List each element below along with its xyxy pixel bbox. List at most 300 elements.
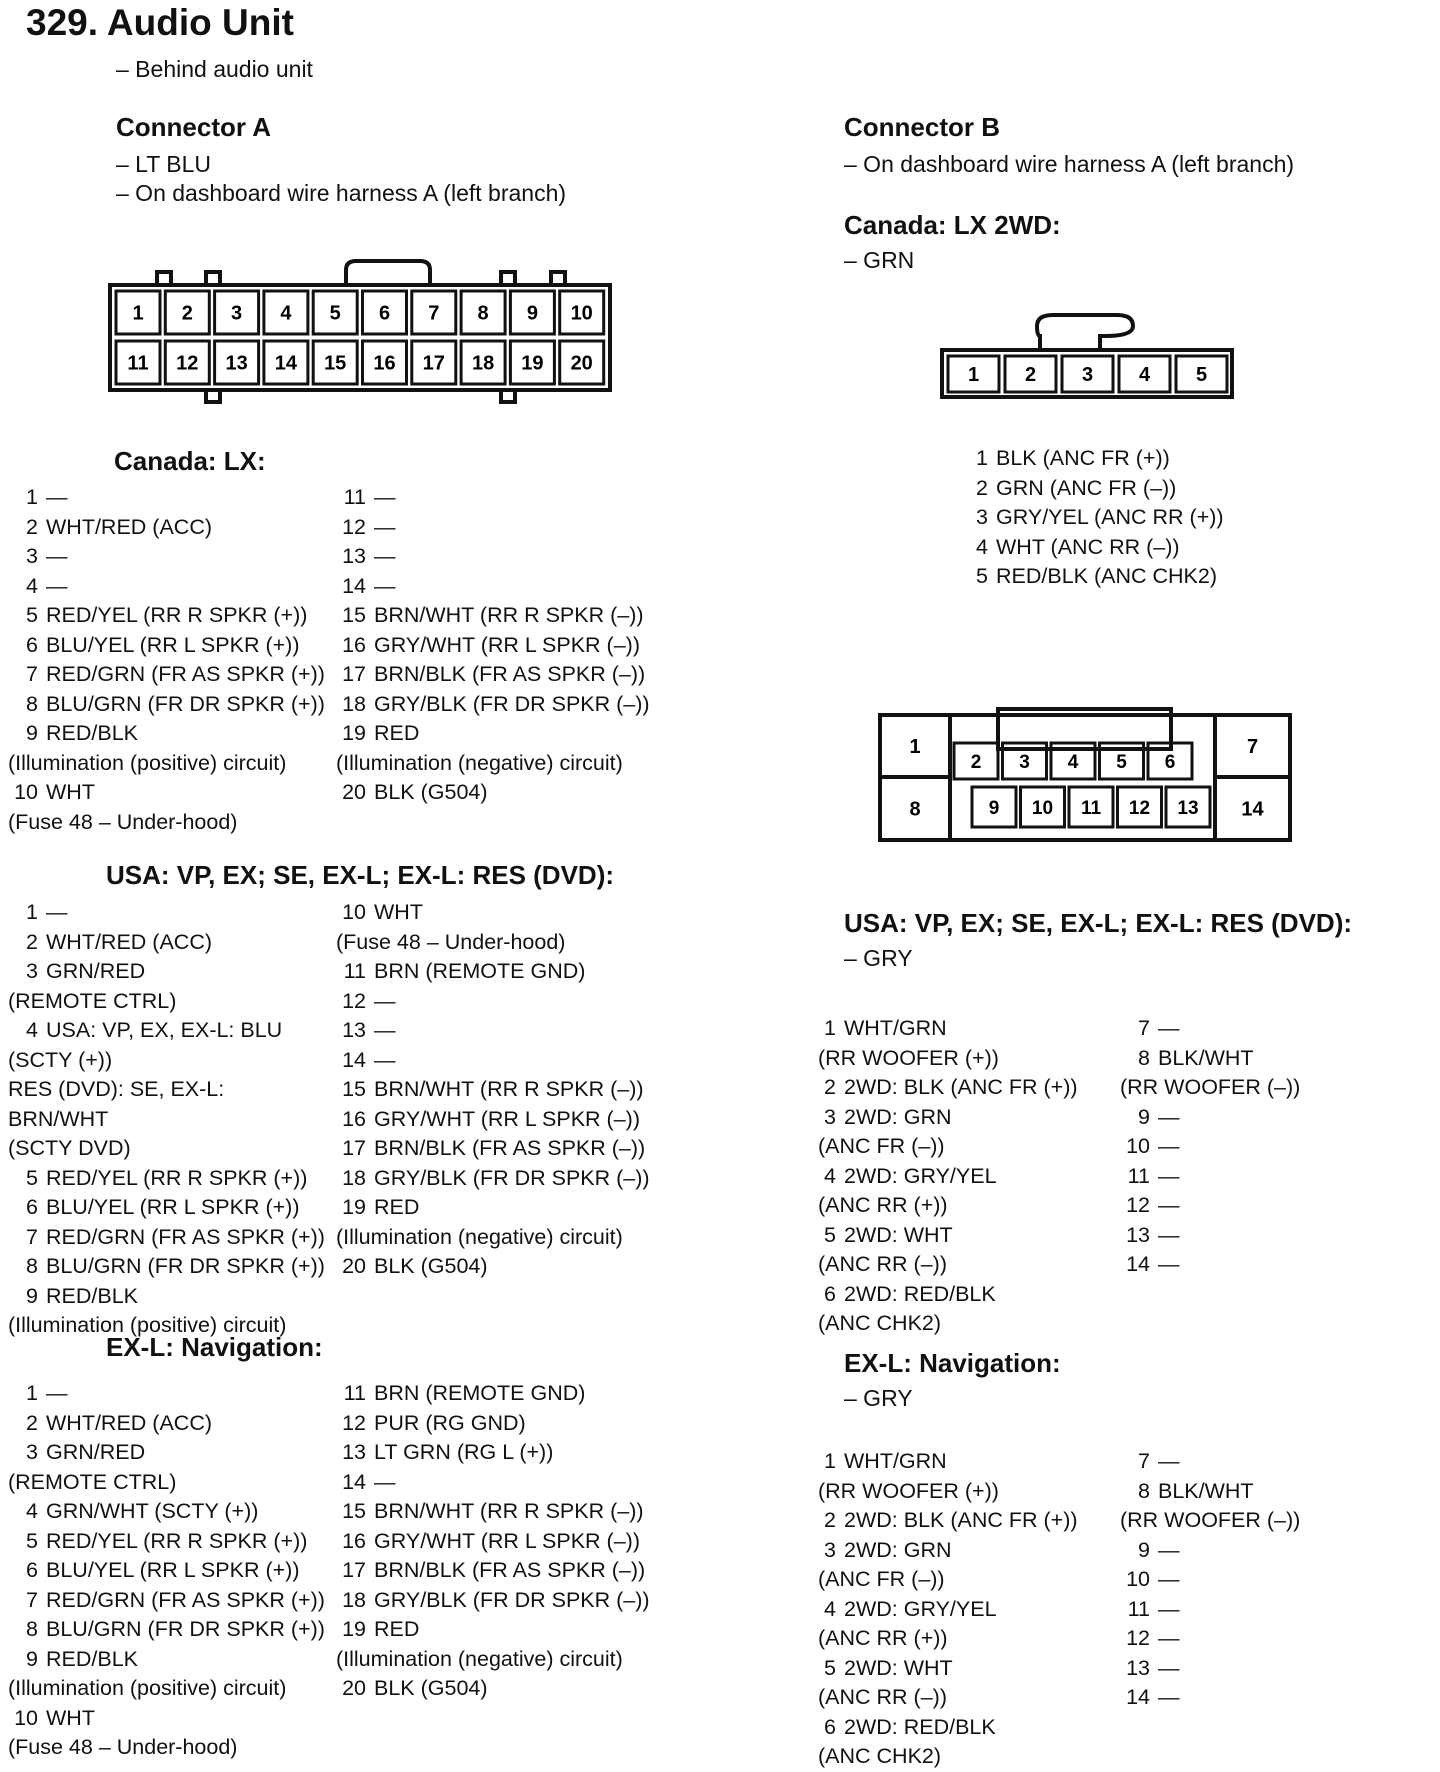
pin-entry bbox=[8, 1586, 325, 1616]
pin-cavity bbox=[165, 291, 209, 334]
pin-cavity bbox=[363, 341, 407, 384]
pin-wire: — bbox=[1158, 1655, 1180, 1680]
nav-b-pins-right bbox=[1120, 1447, 1300, 1713]
pin-entry bbox=[1120, 1536, 1300, 1566]
pin-cavity-label: 18 bbox=[471, 352, 495, 375]
pin-wire: BLU/GRN (FR DR SPKR (+)) bbox=[46, 1617, 325, 1641]
pin-wire-detail: (ANC CHK2) bbox=[818, 1311, 942, 1335]
pin-entry bbox=[818, 1506, 1078, 1536]
pin-wire: BLK (G504) bbox=[374, 1254, 488, 1278]
pin-number: 8 bbox=[1138, 1478, 1150, 1503]
pin-wire: BLK/WHT bbox=[1158, 1478, 1254, 1503]
pin-number: 5 bbox=[26, 1528, 38, 1553]
pin-number: 6 bbox=[824, 1281, 836, 1306]
pin-number: 13 bbox=[342, 1440, 366, 1464]
pin-wire: RED/YEL (RR R SPKR (+)) bbox=[46, 1165, 308, 1190]
pin-entry bbox=[1120, 1103, 1300, 1133]
connector-b-5pin-cavities bbox=[948, 356, 1227, 392]
pin-wire: 2WD: GRY/YEL bbox=[844, 1163, 997, 1188]
pin-entry bbox=[336, 542, 650, 572]
pin-wire: BLU/GRN (FR DR SPKR (+)) bbox=[46, 691, 325, 716]
pin-cavity-label: 7 bbox=[1246, 736, 1259, 758]
pin-number: 7 bbox=[26, 1587, 38, 1612]
pin-wire: WHT/RED (ACC) bbox=[46, 1410, 213, 1435]
nav-pins-right bbox=[336, 1379, 650, 1704]
pin-number: 7 bbox=[26, 1224, 38, 1249]
pin-entry bbox=[336, 1497, 650, 1527]
pin-cavity-label: 4 bbox=[1067, 751, 1079, 773]
pin-cavity-label: 3 bbox=[231, 302, 243, 325]
pin-wire-detail: RES (DVD): SE, EX-L: bbox=[8, 1077, 225, 1101]
pin-number: 2 bbox=[976, 475, 988, 500]
pin-wire: GRN/RED bbox=[46, 1440, 146, 1464]
pin-wire: — bbox=[1158, 1222, 1180, 1247]
pin-wire-detail: (Fuse 48 – Under-hood) bbox=[336, 929, 566, 954]
pin-number: 12 bbox=[342, 514, 366, 539]
pin-entry bbox=[336, 1105, 650, 1135]
pin-cavity bbox=[215, 341, 259, 384]
connector-a-face-diagram bbox=[100, 250, 630, 410]
pin-cavity-label: 6 bbox=[378, 302, 391, 325]
pin-wire: GRY/WHT (RR L SPKR (–)) bbox=[374, 632, 640, 657]
pin-cavity-label: 11 bbox=[1080, 797, 1102, 819]
pin-entry bbox=[336, 572, 650, 602]
pin-wire: 2WD: WHT bbox=[844, 1655, 953, 1680]
pin-wire: BRN/WHT (RR R SPKR (–)) bbox=[374, 1499, 644, 1523]
pin-entry bbox=[336, 601, 650, 631]
pin-number: 6 bbox=[26, 1558, 38, 1582]
pin-entry bbox=[1120, 1191, 1300, 1221]
pin-entry bbox=[818, 1536, 1078, 1595]
canada-lx2wd-color: – GRN bbox=[844, 247, 915, 273]
pin-wire: GRY/WHT (RR L SPKR (–)) bbox=[374, 1528, 640, 1553]
pin-number: 15 bbox=[342, 603, 366, 627]
pin-cavity bbox=[313, 341, 357, 384]
pin-number: 10 bbox=[342, 900, 366, 924]
pin-entry bbox=[336, 898, 650, 957]
pin-wire-detail: (Illumination (negative) circuit) bbox=[336, 750, 623, 775]
pin-wire: RED/BLK bbox=[46, 1646, 139, 1671]
pin-wire: WHT bbox=[374, 900, 423, 924]
pin-wire: WHT (ANC RR (–)) bbox=[996, 534, 1180, 559]
pin-cavity-label: 14 bbox=[274, 352, 298, 375]
pin-wire-detail: (Illumination (negative) circuit) bbox=[336, 1646, 623, 1671]
pin-entry bbox=[8, 660, 325, 690]
pin-wire-detail: (ANC FR (–)) bbox=[818, 1134, 945, 1158]
pin-number: 14 bbox=[342, 1469, 366, 1494]
pin-wire: 2WD: BLK (ANC FR (+)) bbox=[844, 1508, 1078, 1532]
pin-number: 4 bbox=[824, 1596, 836, 1621]
pin-entry bbox=[8, 1409, 325, 1439]
pin-entry bbox=[336, 1586, 650, 1616]
pin-wire-detail: (RR WOOFER (–)) bbox=[1120, 1075, 1301, 1099]
pin-wire: — bbox=[1158, 1134, 1180, 1158]
nav-color-b: – GRY bbox=[844, 1385, 913, 1411]
pin-wire: 2WD: RED/BLK bbox=[844, 1714, 996, 1739]
pin-wire-detail: (Fuse 48 – Under-hood) bbox=[8, 1735, 238, 1759]
pin-entry bbox=[1120, 1565, 1300, 1595]
pin-entry bbox=[8, 483, 325, 513]
pin-cavity-label: 12 bbox=[176, 352, 199, 375]
pin-wire-detail: (ANC RR (–)) bbox=[818, 1685, 947, 1709]
pin-wire: WHT/GRN bbox=[844, 1016, 947, 1040]
pin-wire: GRN/RED bbox=[46, 959, 146, 983]
pin-wire: BLU/YEL (RR L SPKR (+)) bbox=[46, 632, 300, 657]
pin-entry bbox=[8, 1497, 325, 1527]
pin-wire: BRN/BLK (FR AS SPKR (–)) bbox=[374, 1136, 646, 1160]
pin-wire: 2WD: RED/BLK bbox=[844, 1281, 996, 1306]
pin-number: 7 bbox=[1138, 1449, 1150, 1473]
pin-number: 17 bbox=[342, 1136, 366, 1160]
pin-cavity-label: 17 bbox=[422, 352, 445, 375]
pin-wire: WHT/RED (ACC) bbox=[46, 514, 213, 539]
pin-entry bbox=[1120, 1654, 1300, 1684]
pin-number: 9 bbox=[1138, 1104, 1150, 1129]
pin-entry bbox=[8, 1438, 325, 1497]
pin-cavity bbox=[116, 291, 160, 334]
pin-number: 4 bbox=[26, 573, 38, 598]
pin-number: 13 bbox=[1126, 1655, 1150, 1680]
pin-cavity-label: 14 bbox=[1241, 798, 1264, 821]
pin-number: 4 bbox=[824, 1163, 836, 1188]
pin-cavity bbox=[1166, 787, 1210, 827]
pin-wire: WHT/GRN bbox=[844, 1449, 947, 1473]
pin-wire: BRN (REMOTE GND) bbox=[374, 1381, 586, 1405]
pin-number: 9 bbox=[1138, 1537, 1150, 1562]
pin-number: 5 bbox=[26, 603, 38, 627]
pin-wire: — bbox=[1158, 1252, 1180, 1276]
pin-number: 16 bbox=[342, 1528, 366, 1553]
pin-cavity bbox=[560, 341, 604, 384]
pin-cavity bbox=[1005, 356, 1056, 392]
pin-wire: WHT bbox=[46, 1705, 95, 1730]
pin-number: 11 bbox=[1127, 1596, 1150, 1621]
pin-entry bbox=[8, 719, 325, 778]
pin-entry bbox=[8, 1379, 325, 1409]
pin-wire: RED/GRN (FR AS SPKR (+)) bbox=[46, 1587, 325, 1612]
pin-number: 2 bbox=[824, 1075, 836, 1099]
pin-entry bbox=[336, 1674, 650, 1704]
pin-wire: RED/BLK (ANC CHK2) bbox=[996, 564, 1218, 588]
pin-entry bbox=[8, 957, 325, 1016]
pin-number: 3 bbox=[26, 544, 38, 568]
pin-number: 11 bbox=[343, 1381, 366, 1405]
canada-lx-pins-right bbox=[336, 483, 650, 808]
pin-number: 9 bbox=[26, 1646, 38, 1671]
connector-a-color: – LT BLU bbox=[116, 151, 212, 177]
pin-cavity-label: 4 bbox=[1138, 364, 1151, 387]
pin-wire: — bbox=[46, 485, 68, 509]
pin-number: 7 bbox=[26, 662, 38, 686]
pin-number: 3 bbox=[976, 505, 988, 529]
pin-number: 12 bbox=[342, 988, 366, 1013]
pin-wire: BRN/WHT (RR R SPKR (–)) bbox=[374, 1077, 644, 1101]
pin-wire: — bbox=[374, 988, 396, 1013]
pin-number: 19 bbox=[342, 721, 366, 745]
pin-number: 1 bbox=[824, 1016, 836, 1040]
pin-cavity bbox=[560, 291, 604, 334]
pin-wire-detail: (RR WOOFER (–)) bbox=[1120, 1508, 1301, 1532]
usa-heading-b: USA: VP, EX; SE, EX-L; EX-L: RES (DVD): bbox=[844, 908, 1353, 938]
page-title: 329. Audio Unit bbox=[26, 2, 294, 43]
pin-entry bbox=[336, 631, 650, 661]
pin-wire: — bbox=[1158, 1685, 1180, 1709]
pin-number: 1 bbox=[26, 485, 38, 509]
pin-cavity-label: 8 bbox=[477, 302, 489, 325]
pin-wire: LT GRN (RG L (+)) bbox=[374, 1440, 554, 1464]
pin-wire: — bbox=[374, 573, 396, 598]
pin-wire: — bbox=[374, 514, 396, 539]
usa-pins-left bbox=[8, 898, 325, 1341]
pin-wire: PUR (RG GND) bbox=[374, 1410, 526, 1435]
pin-number: 18 bbox=[342, 1165, 366, 1190]
pin-cavity bbox=[165, 341, 209, 384]
pin-entry bbox=[336, 1468, 650, 1498]
pin-cavity bbox=[1069, 787, 1113, 827]
pin-entry bbox=[1120, 1044, 1300, 1103]
pin-entry bbox=[8, 513, 325, 543]
usa-pins-right bbox=[336, 898, 650, 1282]
pin-entry bbox=[8, 1645, 325, 1704]
pin-wire-detail: (ANC RR (–)) bbox=[818, 1252, 947, 1276]
connector-b-5pin-face-diagram bbox=[935, 300, 1240, 410]
pin-entry bbox=[1120, 1683, 1300, 1713]
pin-number: 12 bbox=[342, 1410, 366, 1435]
connector-b-heading: Connector B bbox=[844, 112, 1000, 142]
pin-entry bbox=[8, 1556, 325, 1586]
pin-entry bbox=[818, 1014, 1078, 1073]
pin-cavity-label: 15 bbox=[324, 352, 347, 375]
pin-entry bbox=[1120, 1162, 1300, 1192]
pin-entry bbox=[336, 483, 650, 513]
pin-entry bbox=[336, 1438, 650, 1468]
pin-number: 20 bbox=[342, 780, 366, 804]
pin-number: 14 bbox=[1126, 1252, 1150, 1276]
pin-entry bbox=[8, 542, 325, 572]
pin-entry bbox=[336, 987, 650, 1017]
pin-wire: BRN/BLK (FR AS SPKR (–)) bbox=[374, 662, 646, 686]
pin-entry bbox=[970, 562, 1224, 592]
pin-wire: GRN/WHT (SCTY (+)) bbox=[46, 1499, 259, 1523]
pin-cavity bbox=[972, 787, 1016, 827]
pin-entry bbox=[1120, 1132, 1300, 1162]
usa-b-pins-right bbox=[1120, 1014, 1300, 1280]
pin-entry bbox=[336, 1409, 650, 1439]
pin-number: 5 bbox=[824, 1222, 836, 1247]
pin-wire: — bbox=[1158, 1626, 1180, 1650]
pin-wire-detail: (Illumination (negative) circuit) bbox=[336, 1224, 623, 1249]
nav-heading-b: EX-L: Navigation: bbox=[844, 1348, 1061, 1378]
pin-entry bbox=[8, 631, 325, 661]
pin-entry bbox=[336, 513, 650, 543]
pin-cavity-label: 7 bbox=[428, 302, 440, 325]
pin-cavity-label: 5 bbox=[1195, 364, 1208, 387]
canada-lx2wd-pins bbox=[970, 444, 1224, 592]
pin-wire-detail: (REMOTE CTRL) bbox=[8, 988, 177, 1013]
pin-wire: BLU/YEL (RR L SPKR (+)) bbox=[46, 1195, 300, 1219]
pin-wire: — bbox=[1158, 1537, 1180, 1562]
pin-entry bbox=[818, 1447, 1078, 1506]
pin-entry bbox=[970, 474, 1224, 504]
usa-b-pins-left bbox=[818, 1014, 1078, 1339]
pin-number: 11 bbox=[343, 959, 366, 983]
pin-cavity bbox=[264, 291, 308, 334]
pin-wire: — bbox=[46, 573, 68, 598]
connector-a-cavities bbox=[116, 291, 604, 384]
pin-entry bbox=[1120, 1447, 1300, 1477]
pin-entry bbox=[8, 1223, 325, 1253]
pin-entry bbox=[336, 719, 650, 778]
pin-entry bbox=[336, 1379, 650, 1409]
pin-number: 8 bbox=[1138, 1045, 1150, 1070]
pin-number: 10 bbox=[14, 1705, 38, 1730]
pin-number: 8 bbox=[26, 1254, 38, 1278]
pin-number: 3 bbox=[26, 1440, 38, 1464]
pin-wire: BLU/GRN (FR DR SPKR (+)) bbox=[46, 1254, 325, 1278]
pin-number: 18 bbox=[342, 691, 366, 716]
pin-entry bbox=[818, 1280, 1078, 1339]
pin-wire: RED/YEL (RR R SPKR (+)) bbox=[46, 1528, 308, 1553]
pin-cavity bbox=[215, 291, 259, 334]
pin-entry bbox=[818, 1221, 1078, 1280]
pin-wire: BLK (G504) bbox=[374, 1676, 488, 1700]
pin-entry bbox=[8, 601, 325, 631]
pin-wire-detail: (Illumination (positive) circuit) bbox=[8, 1676, 287, 1700]
pin-wire: BRN (REMOTE GND) bbox=[374, 959, 586, 983]
pin-cavity bbox=[461, 291, 505, 334]
pin-wire: 2WD: BLK (ANC FR (+)) bbox=[844, 1075, 1078, 1099]
pin-cavity-label: 2 bbox=[970, 751, 982, 773]
pin-entry bbox=[336, 1134, 650, 1164]
pin-wire: BLU/YEL (RR L SPKR (+)) bbox=[46, 1558, 300, 1582]
pin-entry bbox=[970, 444, 1224, 474]
pin-wire: — bbox=[1158, 1163, 1180, 1188]
pin-number: 18 bbox=[342, 1587, 366, 1612]
pin-wire: 2WD: GRN bbox=[844, 1537, 952, 1562]
pin-wire: RED/GRN (FR AS SPKR (+)) bbox=[46, 662, 325, 686]
pin-wire: RED bbox=[374, 1195, 420, 1219]
pin-number: 6 bbox=[26, 1195, 38, 1219]
canada-lx2wd-heading: Canada: LX 2WD: bbox=[844, 210, 1061, 240]
connector-a-heading: Connector A bbox=[116, 112, 272, 142]
pin-number: 13 bbox=[342, 544, 366, 568]
pin-wire-detail: (ANC RR (+)) bbox=[818, 1626, 948, 1650]
pin-entry bbox=[336, 1016, 650, 1046]
pin-cavity bbox=[412, 341, 456, 384]
pin-wire: RED/BLK bbox=[46, 1283, 139, 1308]
pin-cavity-label: 3 bbox=[1019, 751, 1030, 773]
pin-entry bbox=[1120, 1250, 1300, 1280]
pin-wire: — bbox=[46, 544, 68, 568]
pin-wire: RED/GRN (FR AS SPKR (+)) bbox=[46, 1224, 325, 1249]
pin-wire: GRY/BLK (FR DR SPKR (–)) bbox=[374, 691, 650, 716]
pin-wire: — bbox=[374, 1469, 396, 1494]
pin-wire-detail: (Illumination (positive) circuit) bbox=[8, 1313, 287, 1337]
pin-number: 16 bbox=[342, 632, 366, 657]
pin-entry bbox=[336, 1164, 650, 1194]
pin-wire-detail: (RR WOOFER (+)) bbox=[818, 1045, 999, 1070]
pin-number: 20 bbox=[342, 1254, 366, 1278]
pin-number: 11 bbox=[343, 485, 366, 509]
pin-number: 3 bbox=[824, 1104, 836, 1129]
pin-wire: GRY/WHT (RR L SPKR (–)) bbox=[374, 1106, 640, 1131]
pin-entry bbox=[8, 1164, 325, 1194]
pin-wire: BRN/BLK (FR AS SPKR (–)) bbox=[374, 1558, 646, 1582]
pin-number: 13 bbox=[1126, 1222, 1150, 1247]
pin-wire-detail: (SCTY (+)) bbox=[8, 1047, 113, 1072]
pin-wire: — bbox=[374, 485, 396, 509]
pin-number: 2 bbox=[26, 929, 38, 954]
pin-wire: 2WD: GRN bbox=[844, 1104, 952, 1129]
pin-cavity bbox=[116, 341, 160, 384]
pin-number: 6 bbox=[26, 632, 38, 657]
pin-cavity-label: 1 bbox=[909, 736, 921, 758]
pin-cavity-label: 9 bbox=[988, 797, 1000, 819]
pin-cavity-label: 6 bbox=[1164, 751, 1176, 773]
pin-number: 16 bbox=[342, 1106, 366, 1131]
pin-number: 10 bbox=[1126, 1134, 1150, 1158]
pin-cavity-label: 16 bbox=[373, 352, 396, 375]
pin-number: 4 bbox=[26, 1499, 38, 1523]
pin-cavity-label: 1 bbox=[132, 302, 144, 325]
pin-entry bbox=[1120, 1595, 1300, 1625]
pin-number: 1 bbox=[26, 900, 38, 924]
pin-wire: — bbox=[374, 544, 396, 568]
pin-wire: GRY/YEL (ANC RR (+)) bbox=[996, 505, 1224, 529]
pin-number: 2 bbox=[824, 1508, 836, 1532]
pin-number: 15 bbox=[342, 1499, 366, 1523]
pin-cavity bbox=[1119, 356, 1170, 392]
pin-wire: 2WD: WHT bbox=[844, 1222, 953, 1247]
pin-entry bbox=[336, 1046, 650, 1076]
pin-wire: — bbox=[374, 1047, 396, 1072]
pin-wire: GRY/BLK (FR DR SPKR (–)) bbox=[374, 1587, 650, 1612]
pin-wire: BLK (G504) bbox=[374, 780, 488, 804]
pin-wire-detail: (SCTY DVD) bbox=[8, 1136, 131, 1160]
pin-entry bbox=[8, 898, 325, 928]
pin-number: 8 bbox=[26, 1617, 38, 1641]
pin-cavity-label: 5 bbox=[1116, 751, 1127, 773]
pin-number: 17 bbox=[342, 662, 366, 686]
pin-number: 14 bbox=[342, 573, 366, 598]
pin-number: 20 bbox=[342, 1676, 366, 1700]
pin-cavity bbox=[313, 291, 357, 334]
pin-cavity-label: 13 bbox=[1177, 797, 1199, 819]
pin-number: 19 bbox=[342, 1195, 366, 1219]
pin-number: 1 bbox=[976, 446, 988, 470]
unit-location: – Behind audio unit bbox=[116, 56, 313, 82]
pin-wire: RED bbox=[374, 721, 420, 745]
pin-cavity-label: 9 bbox=[526, 302, 538, 325]
pin-number: 1 bbox=[26, 1381, 38, 1405]
pin-entry bbox=[970, 533, 1224, 563]
pin-entry bbox=[8, 928, 325, 958]
pin-cavity-label: 13 bbox=[225, 352, 248, 375]
pin-cavity-label: 1 bbox=[967, 364, 980, 387]
pin-wire: BLK (ANC FR (+)) bbox=[996, 446, 1170, 470]
connector-a-notes bbox=[116, 150, 566, 208]
usa-color-b: – GRY bbox=[844, 945, 913, 971]
pin-number: 12 bbox=[1126, 1193, 1150, 1217]
pin-cavity bbox=[510, 341, 554, 384]
pin-number: 2 bbox=[26, 514, 38, 539]
pin-number: 5 bbox=[26, 1165, 38, 1190]
pin-entry bbox=[8, 690, 325, 720]
nav-b-pins-left bbox=[818, 1447, 1078, 1772]
pin-wire: 2WD: GRY/YEL bbox=[844, 1596, 997, 1621]
pin-cavity-label: 11 bbox=[127, 352, 149, 375]
pin-number: 13 bbox=[342, 1018, 366, 1042]
